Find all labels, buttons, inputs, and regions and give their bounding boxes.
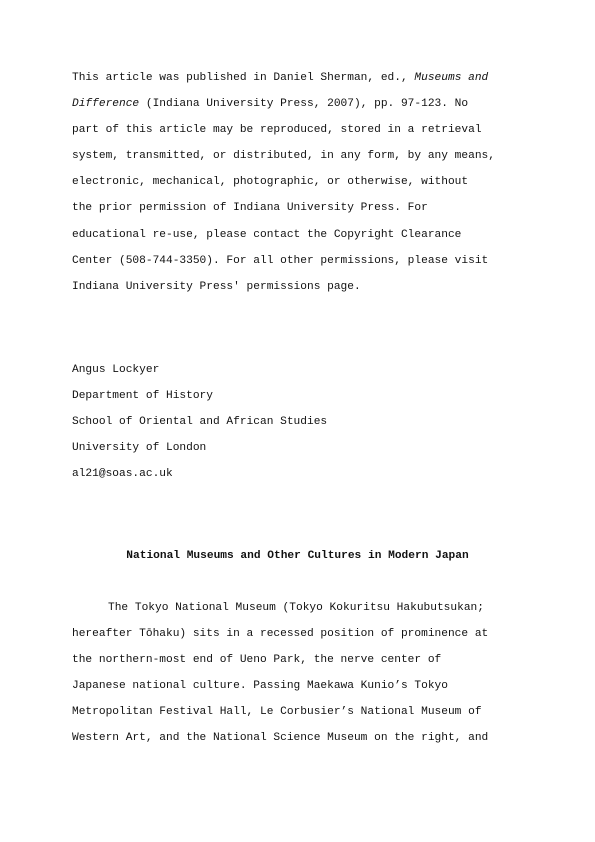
article-title: National Museums and Other Cultures in Modern Japan — [126, 550, 469, 562]
notice-text: This article was published in Daniel Sherman, ed., — [72, 72, 415, 84]
body-line: Metropolitan Festival Hall, Le Corbusier’s National Museum of — [72, 706, 482, 719]
author-department: Department of History — [72, 390, 213, 403]
notice-line: educational re-use, please contact the Copyright Clearance — [72, 228, 462, 241]
article-body — [72, 595, 532, 752]
notice-line — [72, 91, 532, 117]
body-line: Japanese national culture. Passing Maekawa Kunio’s Tokyo — [72, 680, 448, 693]
notice-line: system, transmitted, or distributed, in any form, by any means, — [72, 150, 495, 163]
notice-line: Center (508-744-3350). For all other permissions, please visit — [72, 254, 489, 267]
book-title-italic: Difference — [72, 98, 140, 111]
body-line: The Tokyo National Museum (Tokyo Kokuritsu Hakubutsukan; — [108, 602, 484, 614]
notice-line: electronic, mechanical, photographic, or otherwise, without — [72, 176, 469, 189]
body-line: the northern-most end of Ueno Park, the nerve center of — [72, 654, 442, 667]
author-email: al21@soas.ac.uk — [72, 468, 173, 481]
notice-line: the prior permission of Indiana University Press. For — [72, 202, 428, 215]
body-line: hereafter Tōhaku) sits in a recessed position of prominence at — [72, 628, 489, 641]
book-title-italic: Museums and — [414, 72, 489, 84]
notice-line: part of this article may be reproduced, stored in a retrieval — [72, 124, 482, 137]
notice-line — [72, 65, 532, 91]
body-line: Western Art, and the National Science Museum on the right, and — [72, 732, 489, 745]
notice-text: (Indiana University Press, 2007), pp. 97-123. No — [139, 98, 469, 111]
author-school: School of Oriental and African Studies — [72, 416, 328, 429]
publication-notice — [72, 65, 532, 300]
author-info — [72, 357, 532, 487]
notice-line: Indiana University Press' permissions page. — [72, 280, 361, 293]
author-university: University of London — [72, 442, 207, 455]
author-name: Angus Lockyer — [72, 364, 160, 376]
